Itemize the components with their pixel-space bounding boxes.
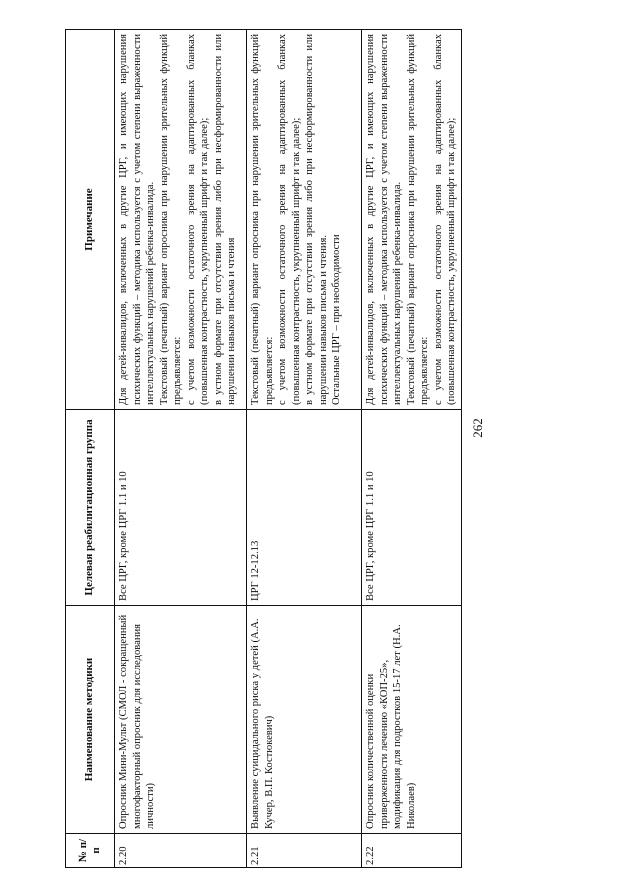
note-line: Текстовый (печатный) вариант опросника при нарушении зрительных функций предъявляется: — [158, 34, 183, 405]
row-num: 2.20 — [115, 834, 247, 868]
note-line: в устном формате при отсутствии зрения либо при несформированности или нарушении навыков письма и чтения — [212, 34, 237, 405]
header-note: Примечание — [66, 30, 115, 410]
row-num: 2.22 — [362, 834, 462, 868]
note-line: Текстовый (печатный) вариант опросника при нарушении зрительных функций предъявляется: — [250, 34, 275, 405]
row-group: ЦРГ 12-12.13 — [247, 410, 362, 606]
table-row — [115, 30, 247, 868]
note-line: Остальные ЦРГ – при необходимости — [331, 234, 342, 405]
header-num: № п/п — [66, 834, 115, 868]
note-line: Для детей-инвалидов, включенных в другие ЦРГ, и имеющих нарушения психических функций – методика используется с учетом степени выраженности интеллектуальных нарушений ребенка-инвалида. — [118, 34, 156, 405]
row-name: Опросник Мини-Мульт (СМОЛ - сокращенный многофакторный опросник для исследования личности) — [115, 606, 247, 834]
row-group: Все ЦРГ, кроме ЦРГ 1.1 и 10 — [362, 410, 462, 606]
note-line: с учетом возможности остаточного зрения на адаптированных бланках (повышенная контрастность, укрупненный шрифт и так далее); — [277, 34, 302, 405]
table-row — [247, 30, 362, 868]
note-line: в устном формате при отсутствии зрения либо при несформированности или нарушении навыков письма и чтения. — [304, 34, 329, 405]
methods-table — [65, 29, 462, 868]
table-row — [362, 30, 462, 868]
row-note — [247, 30, 362, 410]
header-name: Наименование методики — [66, 606, 115, 834]
table-header-row — [66, 30, 115, 868]
row-note — [115, 30, 247, 410]
note-line: Текстовый (печатный) вариант опросника при нарушении зрительных функций предъявляется: — [405, 34, 430, 405]
row-num: 2.21 — [247, 834, 362, 868]
rotated-page — [65, 30, 457, 868]
row-name: Опросник количественной оценки приверженности лечению «КОП-25», модификация для подростков 15-17 лет (Н.А. Николаев) — [362, 606, 462, 834]
row-note — [362, 30, 462, 410]
row-group: Все ЦРГ, кроме ЦРГ 1.1 и 10 — [115, 410, 247, 606]
page-number: 262 — [469, 418, 485, 438]
row-name: Выявление суицидального риска у детей (А.А. Кучер, В.П. Костюкевич) — [247, 606, 362, 834]
note-line: с учетом возможности остаточного зрения на адаптированных бланках (повышенная контрастность, укрупненный шрифт и так далее); — [185, 34, 210, 405]
note-line: Для детей-инвалидов, включенных в другие ЦРГ, и имеющих нарушения психических функций – методика используется с учетом степени выраженности интеллектуальных нарушений ребенка-инвалида. — [365, 34, 403, 405]
note-line: с учетом возможности остаточного зрения на адаптированных бланках (повышенная контрастность, укрупненный шрифт и так далее); — [432, 34, 457, 405]
header-group: Целевая реабилитационная группа — [66, 410, 115, 606]
